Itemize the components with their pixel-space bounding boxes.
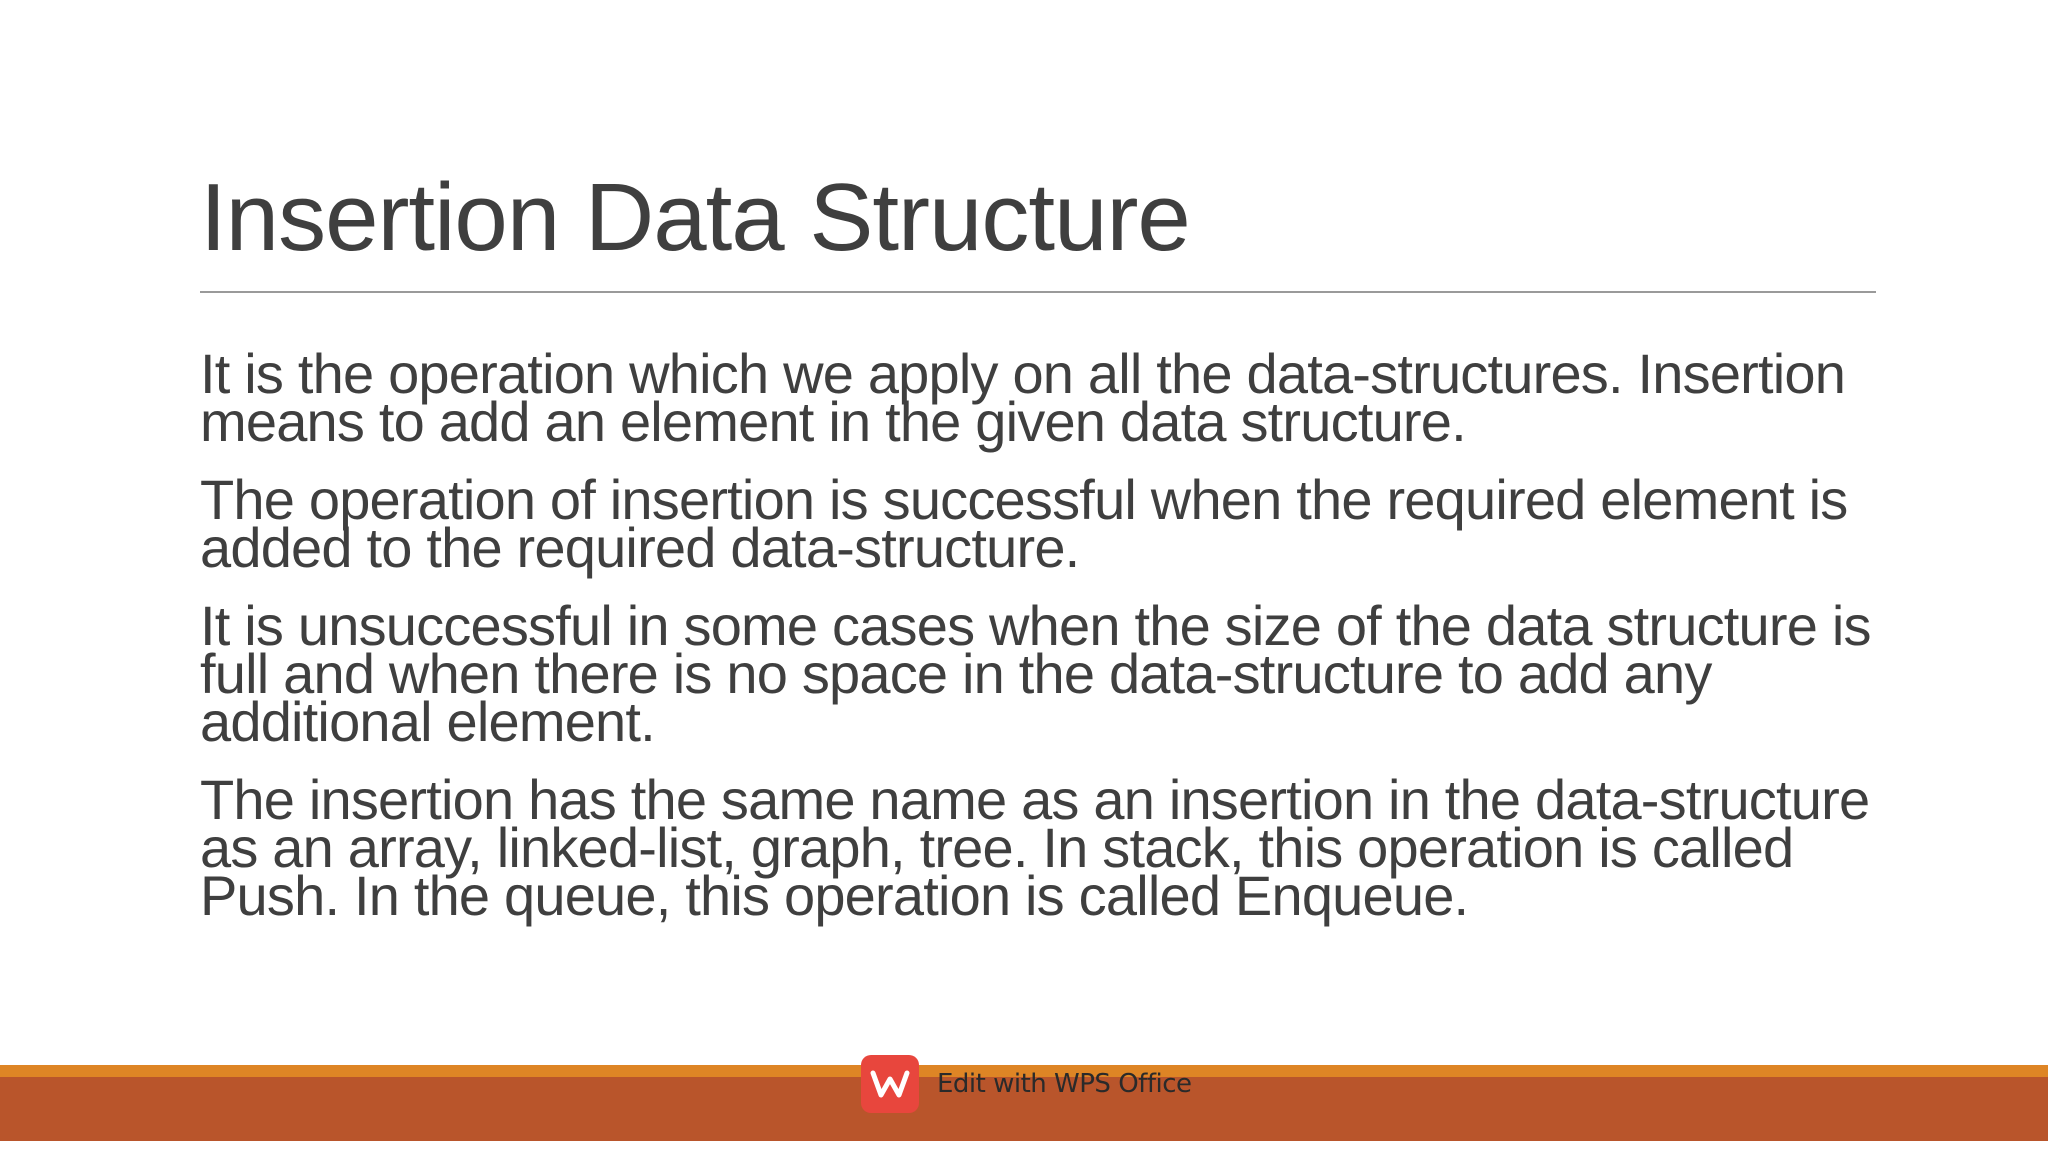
body-paragraph-2: The operation of insertion is successful when the required element is added to the required data-structure. [200, 468, 1848, 579]
slide-body [200, 342, 1890, 950]
slide-title: Insertion Data Structure [200, 164, 1190, 271]
edit-with-wps-button[interactable] [861, 1054, 1191, 1114]
footer-bottom-margin [0, 1141, 2048, 1153]
wps-logo-icon [861, 1055, 919, 1113]
wps-label: Edit with WPS Office [937, 1069, 1192, 1099]
body-paragraph-1: It is the operation which we apply on all the data-structures. Insertion means to add an element in the given data structure. [200, 342, 1846, 453]
body-paragraph-4: The insertion has the same name as an insertion in the data-structure as an array, linked-list, graph, tree. In stack, this operation is called Push. In the queue, this operation is called Enqueue. [200, 768, 1870, 927]
body-paragraph-3: It is unsuccessful in some cases when the size of the data structure is full and when there is no space in the data-structure to add any additional element. [200, 594, 1871, 753]
title-divider [200, 291, 1876, 293]
